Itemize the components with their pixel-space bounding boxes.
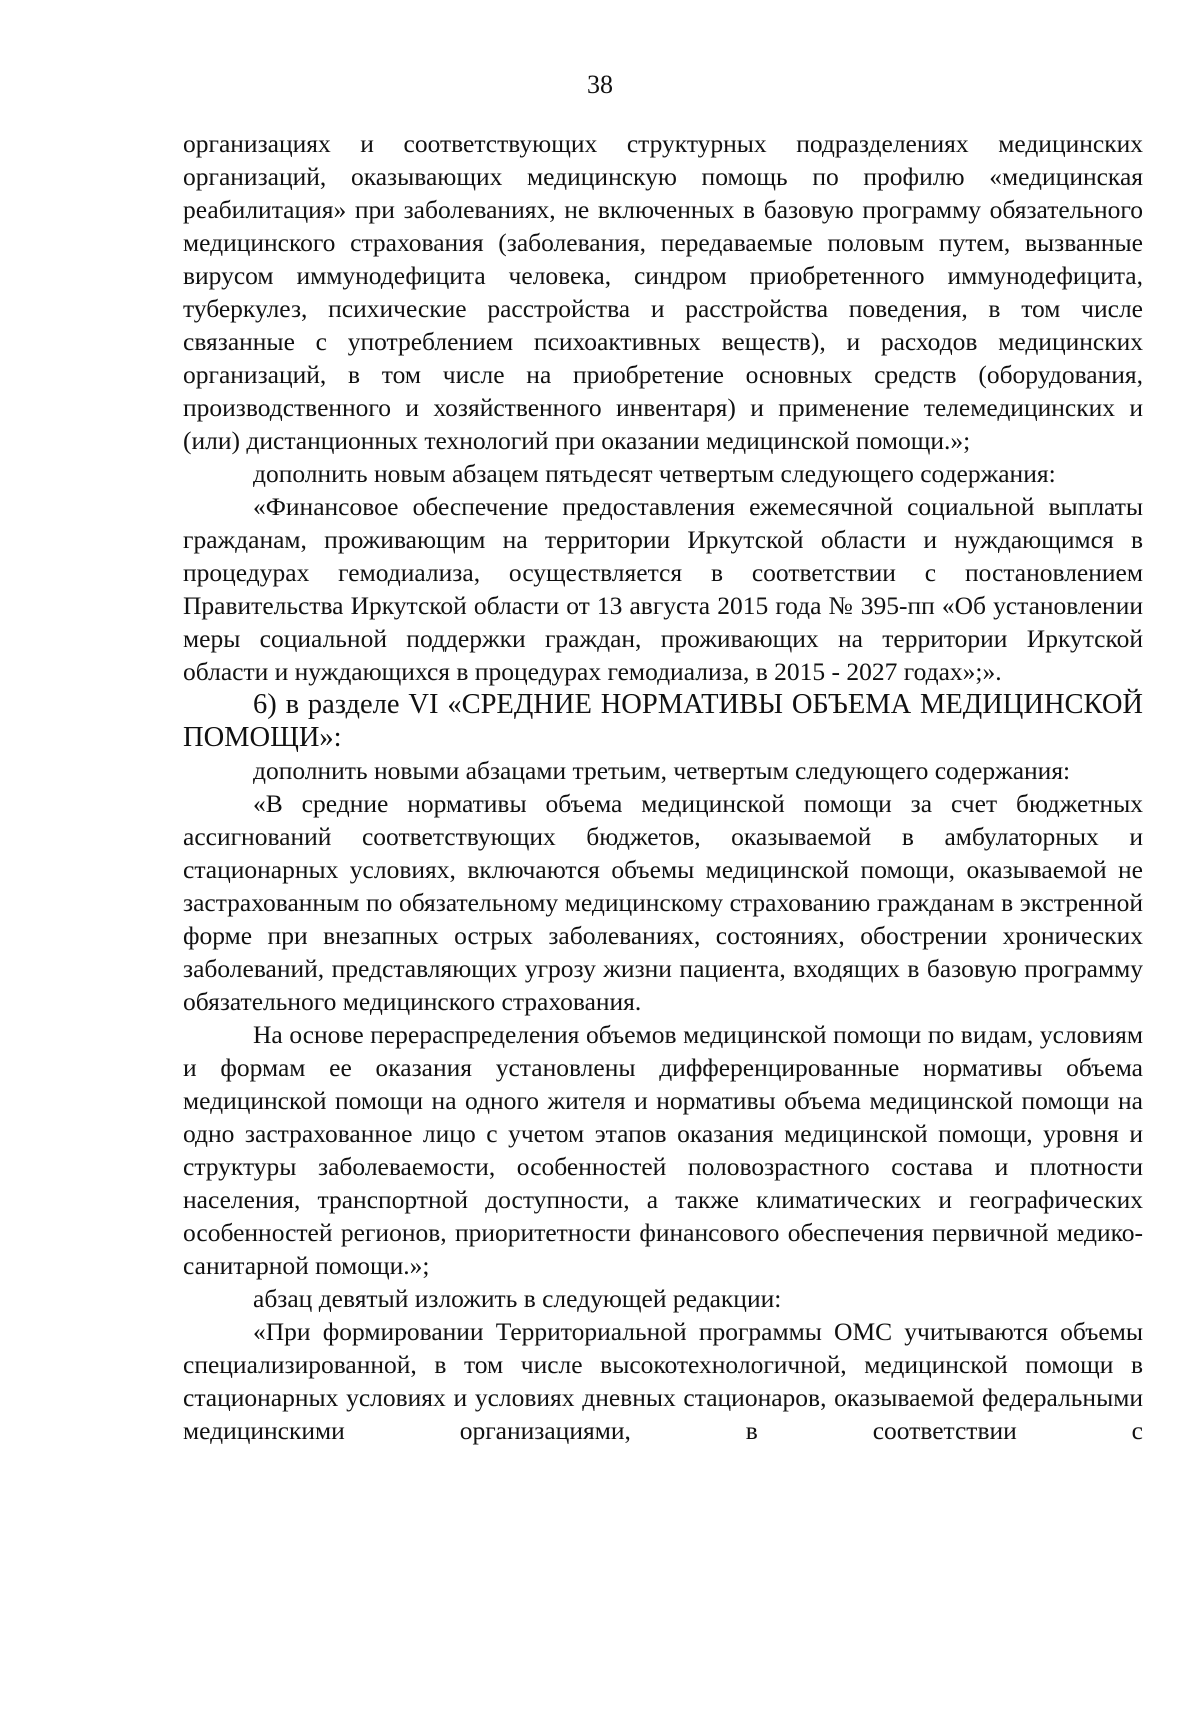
paragraph-addition-instruction: дополнить новыми абзацами третьим, четвертым следующего содержания: <box>253 756 1071 785</box>
paragraph-continuation: организациях и соответствующих структурных подразделениях медицинских организаций, оказывающих медицинскую помощь по профилю «медицинская реабилитация» при заболеваниях, не включенных в базовую программу обязательного медицинского страхования (заболевания, передаваемые половым путем, вызванные вирусом иммунодефицита человека, синдром приобретенного иммунодефицита, туберкулез, психические расстройства и расстройства поведения, в том числе связанные с употреблением психоактивных веществ), и расходов медицинских организаций, в том числе на приобретение основных средств (оборудования, производственного и хозяйственного инвентаря) и применение телемедицинских и (или) дистанционных технологий при оказании медицинской помощи.»; <box>183 129 1143 455</box>
section-heading: 6) в разделе VI «СРЕДНИЕ НОРМАТИВЫ ОБЪЕМА МЕДИЦИНСКОЙ ПОМОЩИ»: <box>183 689 1143 753</box>
paragraph-amendment-instruction: дополнить новым абзацем пятьдесят четвертым следующего содержания: <box>253 459 1056 488</box>
paragraph-oms-quote: «При формировании Территориальной программы ОМС учитываются объемы специализированной, в том числе высокотехнологичной, медицинской помощи в стационарных условиях и условиях дневных стационаров, оказываемой федеральными медицинскими организациями, в соответствии с <box>183 1317 1143 1445</box>
paragraph-norms-quote: «В средние нормативы объема медицинской помощи за счет бюджетных ассигнований соответствующих бюджетов, оказываемой в амбулаторных и стационарных условиях, включаются объемы медицинской помощи, оказываемой не застрахованным по обязательному медицинскому страхованию гражданам в экстренной форме при внезапных острых заболеваниях, состояниях, обострении хронических заболеваний, представляющих угрозу жизни пациента, входящих в базовую программу обязательного медицинского страхования. <box>183 789 1143 1016</box>
page-number: 38 <box>587 70 613 99</box>
paragraph-financing-quote: «Финансовое обеспечение предоставления ежемесячной социальной выплаты гражданам, проживающим на территории Иркутской области и нуждающимся в процедурах гемодиализа, осуществляется в соответствии с постановлением Правительства Иркутской области от 13 августа 2015 года № 395-пп «Об установлении меры социальной поддержки граждан, проживающих на территории Иркутской области и нуждающихся в процедурах гемодиализа, в 2015 - 2027 годах»;». <box>183 492 1143 686</box>
paragraph-redistribution: На основе перераспределения объемов медицинской помощи по видам, условиям и формам ее оказания установлены дифференцированные нормативы объема медицинской помощи на одного жителя и нормативы объема медицинской помощи на одно застрахованное лицо с учетом этапов оказания медицинской помощи, уровня и структуры заболеваемости, особенностей половозрастного состава и плотности населения, транспортной доступности, а также климатических и географических особенностей регионов, приоритетности финансового обеспечения первичной медико-санитарной помощи.»; <box>183 1020 1143 1280</box>
document-body <box>183 127 1143 1447</box>
paragraph-ninth-instruction: абзац девятый изложить в следующей редакции: <box>253 1284 782 1313</box>
